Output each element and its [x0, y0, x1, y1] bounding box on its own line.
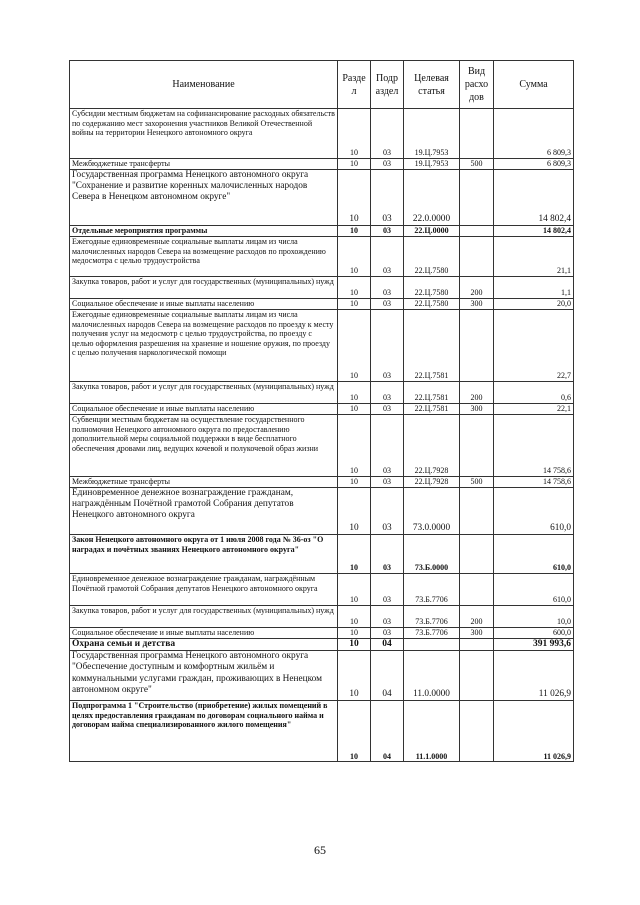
row-name: Государственная программа Ненецкого автономного округа "Обеспечение доступным и комфортным жильём и коммунальными услугами граждан, проживающих в Ненецком автономном округе" [70, 651, 338, 701]
table-row [70, 299, 574, 310]
row-expense-type [460, 574, 494, 606]
row-amount: 22,1 [494, 404, 574, 415]
row-name: Отдельные мероприятия программы [70, 226, 338, 237]
header-amount: Сумма [494, 61, 574, 109]
row-subsection: 03 [371, 488, 404, 535]
row-amount: 11 026,9 [494, 651, 574, 701]
row-expense-type [460, 651, 494, 701]
row-name: Межбюджетные трансферты [70, 477, 338, 488]
row-section: 10 [338, 299, 371, 310]
row-amount: 14 802,4 [494, 170, 574, 226]
row-name: Субвенции местным бюджетам на осуществление государственного полномочия Ненецкого автономного округа по предоставлению дополнительной меры социальной поддержки в виде бесплатного обеспечения дровами лиц, ведущих кочевой и полукочевой образ жизни [70, 415, 338, 477]
row-subsection: 03 [371, 226, 404, 237]
row-amount: 14 802,4 [494, 226, 574, 237]
row-section: 10 [338, 226, 371, 237]
header-section: Разде л [338, 61, 371, 109]
row-expense-type: 500 [460, 159, 494, 170]
row-subsection: 04 [371, 701, 404, 762]
row-expense-type: 200 [460, 606, 494, 628]
row-expense-type [460, 109, 494, 159]
table-row [70, 651, 574, 701]
row-name: Социальное обеспечение и иные выплаты населению [70, 404, 338, 415]
row-amount: 610,0 [494, 574, 574, 606]
row-amount: 391 993,6 [494, 639, 574, 651]
budget-table [69, 60, 574, 762]
row-subsection: 03 [371, 606, 404, 628]
row-amount: 610,0 [494, 535, 574, 574]
table-row [70, 415, 574, 477]
row-expense-type: 300 [460, 404, 494, 415]
row-subsection: 03 [371, 277, 404, 299]
row-subsection: 03 [371, 170, 404, 226]
row-amount: 610,0 [494, 488, 574, 535]
row-section: 10 [338, 310, 371, 382]
row-target-article: 22.Ц.7581 [404, 310, 460, 382]
row-name: Государственная программа Ненецкого автономного округа "Сохранение и развитие коренных малочисленных народов Севера в Ненецком автономном округе" [70, 170, 338, 226]
row-amount: 0,6 [494, 382, 574, 404]
row-name: Единовременное денежное вознаграждение гражданам, награждённым Почётной грамотой Собрания депутатов Ненецкого автономного округа [70, 488, 338, 535]
row-expense-type [460, 226, 494, 237]
row-amount: 600,0 [494, 628, 574, 639]
row-amount: 11 026,9 [494, 701, 574, 762]
row-target-article [404, 639, 460, 651]
row-expense-type: 300 [460, 628, 494, 639]
row-section: 10 [338, 404, 371, 415]
table-row [70, 382, 574, 404]
row-target-article: 22.Ц.7928 [404, 415, 460, 477]
row-name: Субсидии местным бюджетам на софинансирование расходных обязательств по содержанию мест захоронения участников Великой Отечественной войны на территории Ненецкого автономного округа [70, 109, 338, 159]
row-subsection: 03 [371, 237, 404, 277]
row-target-article: 73.Б.7706 [404, 628, 460, 639]
row-target-article: 19.Ц.7953 [404, 109, 460, 159]
header-expense-type: Вид расхо дов [460, 61, 494, 109]
row-section: 10 [338, 237, 371, 277]
page-number: 65 [314, 843, 326, 857]
row-name: Социальное обеспечение и иные выплаты населению [70, 628, 338, 639]
row-name: Охрана семьи и детства [70, 639, 338, 651]
row-amount: 10,0 [494, 606, 574, 628]
row-section: 10 [338, 628, 371, 639]
row-expense-type [460, 701, 494, 762]
row-target-article: 22.Ц.7580 [404, 277, 460, 299]
table-row [70, 488, 574, 535]
row-target-article: 22.Ц.7580 [404, 237, 460, 277]
row-subsection: 03 [371, 404, 404, 415]
row-target-article: 11.0.0000 [404, 651, 460, 701]
row-expense-type [460, 170, 494, 226]
row-name: Подпрограмма 1 "Строительство (приобретение) жилых помещений в целях предоставления гражданам по договорам социального найма и договорам найма специализированного жилого помещения" [70, 701, 338, 762]
row-section: 10 [338, 170, 371, 226]
row-subsection: 03 [371, 159, 404, 170]
row-target-article: 19.Ц.7953 [404, 159, 460, 170]
row-target-article: 73.Б.0000 [404, 535, 460, 574]
table-row [70, 477, 574, 488]
row-section: 10 [338, 574, 371, 606]
row-subsection: 03 [371, 477, 404, 488]
row-subsection: 03 [371, 535, 404, 574]
row-name: Ежегодные единовременные социальные выплаты лицам из числа малочисленных народов Севера на возмещение расходов по прохождению медосмотра с целью трудоустройства [70, 237, 338, 277]
row-target-article: 22.0.0000 [404, 170, 460, 226]
row-subsection: 03 [371, 415, 404, 477]
row-subsection: 03 [371, 299, 404, 310]
table-row [70, 237, 574, 277]
row-target-article: 22.Ц.7581 [404, 382, 460, 404]
row-subsection: 03 [371, 382, 404, 404]
table-row [70, 701, 574, 762]
row-expense-type [460, 237, 494, 277]
row-target-article: 11.1.0000 [404, 701, 460, 762]
row-name: Закупка товаров, работ и услуг для государственных (муниципальных) нужд [70, 606, 338, 628]
row-amount: 20,0 [494, 299, 574, 310]
row-subsection: 03 [371, 628, 404, 639]
row-target-article: 22.Ц.7581 [404, 404, 460, 415]
row-amount: 14 758,6 [494, 477, 574, 488]
row-section: 10 [338, 651, 371, 701]
row-name: Единовременное денежное вознаграждение гражданам, награждённым Почётной грамотой Собрания депутатов Ненецкого автономного округа [70, 574, 338, 606]
table-row [70, 628, 574, 639]
row-amount: 1,1 [494, 277, 574, 299]
row-expense-type [460, 488, 494, 535]
row-amount: 6 809,3 [494, 109, 574, 159]
row-target-article: 22.Ц.7928 [404, 477, 460, 488]
table-row [70, 639, 574, 651]
table-row [70, 535, 574, 574]
header-subsection: Подр аздел [371, 61, 404, 109]
row-target-article: 73.0.0000 [404, 488, 460, 535]
row-subsection: 04 [371, 639, 404, 651]
row-expense-type [460, 310, 494, 382]
row-name: Закупка товаров, работ и услуг для государственных (муниципальных) нужд [70, 382, 338, 404]
row-expense-type: 200 [460, 277, 494, 299]
row-section: 10 [338, 488, 371, 535]
row-name: Ежегодные единовременные социальные выплаты лицам из числа малочисленных народов Севера на возмещение расходов по проезду к месту получения услуг на медосмотр с целью трудоустройства, по проезду с целью оформления разрешения на хранение и ношение оружия, по проезду с целью получения наркологической помощи [70, 310, 338, 382]
row-expense-type [460, 639, 494, 651]
row-section: 10 [338, 606, 371, 628]
row-section: 10 [338, 477, 371, 488]
row-section: 10 [338, 277, 371, 299]
row-expense-type [460, 415, 494, 477]
row-amount: 22,7 [494, 310, 574, 382]
row-target-article: 73.Б.7706 [404, 606, 460, 628]
row-section: 10 [338, 109, 371, 159]
table-row [70, 404, 574, 415]
table-row [70, 277, 574, 299]
row-amount: 6 809,3 [494, 159, 574, 170]
row-subsection: 03 [371, 109, 404, 159]
row-subsection: 03 [371, 310, 404, 382]
row-expense-type: 200 [460, 382, 494, 404]
header-name: Наименование [70, 61, 338, 109]
table-row [70, 310, 574, 382]
row-target-article: 22.Ц.7580 [404, 299, 460, 310]
table-row [70, 606, 574, 628]
row-name: Закон Ненецкого автономного округа от 1 июля 2008 года № 36-оз "О наградах и почётных званиях Ненецкого автономного округа" [70, 535, 338, 574]
row-expense-type: 300 [460, 299, 494, 310]
row-section: 10 [338, 382, 371, 404]
row-amount: 21,1 [494, 237, 574, 277]
row-section: 10 [338, 639, 371, 651]
row-expense-type [460, 535, 494, 574]
row-expense-type: 500 [460, 477, 494, 488]
row-subsection: 04 [371, 651, 404, 701]
row-target-article: 22.Ц.0000 [404, 226, 460, 237]
row-name: Межбюджетные трансферты [70, 159, 338, 170]
table-row [70, 109, 574, 159]
row-section: 10 [338, 535, 371, 574]
table-row [70, 574, 574, 606]
row-section: 10 [338, 415, 371, 477]
row-subsection: 03 [371, 574, 404, 606]
header-target-article: Целевая статья [404, 61, 460, 109]
table-row [70, 226, 574, 237]
table-row [70, 159, 574, 170]
row-target-article: 73.Б.7706 [404, 574, 460, 606]
row-name: Социальное обеспечение и иные выплаты населению [70, 299, 338, 310]
row-name: Закупка товаров, работ и услуг для государственных (муниципальных) нужд [70, 277, 338, 299]
row-amount: 14 758,6 [494, 415, 574, 477]
row-section: 10 [338, 159, 371, 170]
row-section: 10 [338, 701, 371, 762]
table-row [70, 170, 574, 226]
table-header-row [70, 61, 574, 109]
